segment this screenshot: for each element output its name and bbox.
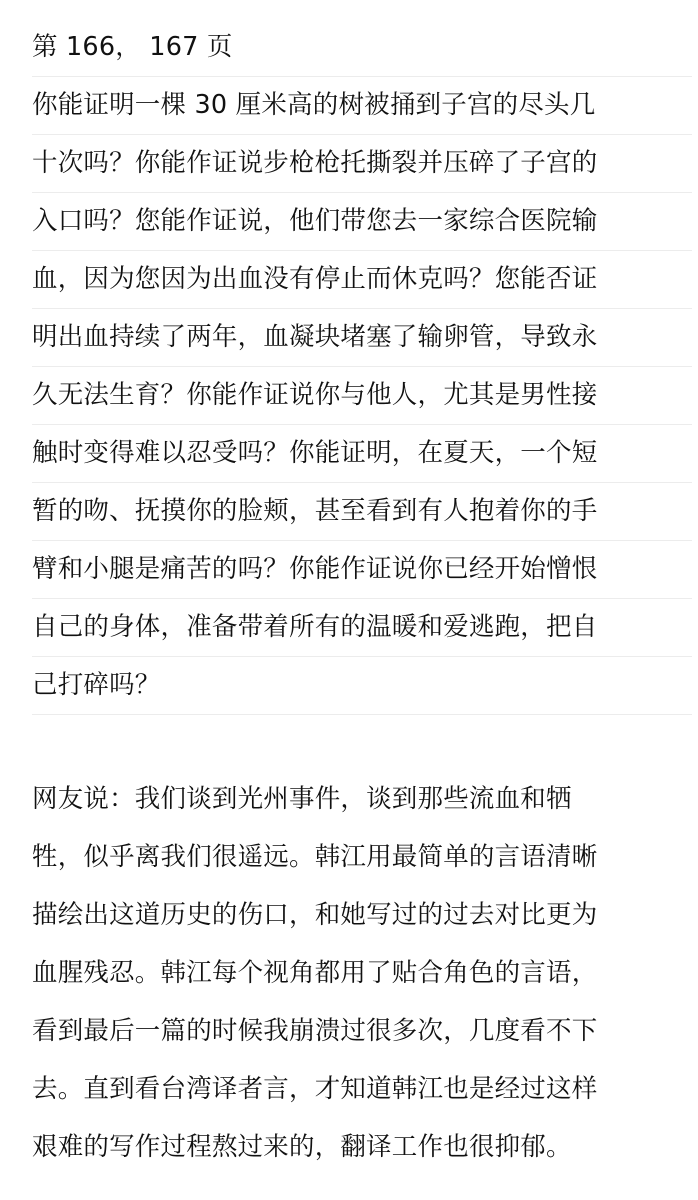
- comment-line: 看到最后一篇的时候我崩溃过很多次，几度看不下: [32, 1016, 598, 1046]
- comment-line: 牲，似乎离我们很遥远。韩江用最简单的言语清晰: [32, 842, 598, 872]
- comment-line: 血腥残忍。韩江每个视角都用了贴合角色的言语，: [32, 958, 598, 988]
- quote-line: 己打碎吗？: [32, 656, 692, 715]
- quote-line: 十次吗？你能作证说步枪枪托撕裂并压碎了子宫的: [32, 134, 692, 193]
- quote-line: 血，因为您因为出血没有停止而休克吗？您能否证: [32, 250, 692, 309]
- quote-line: 自己的身体，准备带着所有的温暖和爱逃跑，把自: [32, 598, 692, 657]
- comment-line: 描绘出这道历史的伤口，和她写过的过去对比更为: [32, 900, 598, 930]
- quote-line: 入口吗？您能作证说，他们带您去一家综合医院输: [32, 192, 692, 251]
- quote-line: 你能证明一棵 30 厘米高的树被捅到子宫的尽头几: [32, 76, 692, 135]
- quote-line: 臂和小腿是痛苦的吗？你能作证说你已经开始憎恨: [32, 540, 692, 599]
- quote-line: 暂的吻、抚摸你的脸颊，甚至看到有人抱着你的手: [32, 482, 692, 541]
- page-heading: 第 166， 167 页: [32, 18, 692, 77]
- comment-line: 网友说：我们谈到光州事件，谈到那些流血和牺: [32, 784, 572, 814]
- comment-line: 艰难的写作过程熬过来的，翻译工作也很抑郁。: [32, 1132, 572, 1162]
- comment-line: 去。直到看台湾译者言，才知道韩江也是经过这样: [32, 1074, 598, 1104]
- quote-line: 触时变得难以忍受吗？你能证明，在夏天，一个短: [32, 424, 692, 483]
- quote-line: 明出血持续了两年，血凝块堵塞了输卵管，导致永: [32, 308, 692, 367]
- quote-line: 久无法生育？你能作证说你与他人，尤其是男性接: [32, 366, 692, 425]
